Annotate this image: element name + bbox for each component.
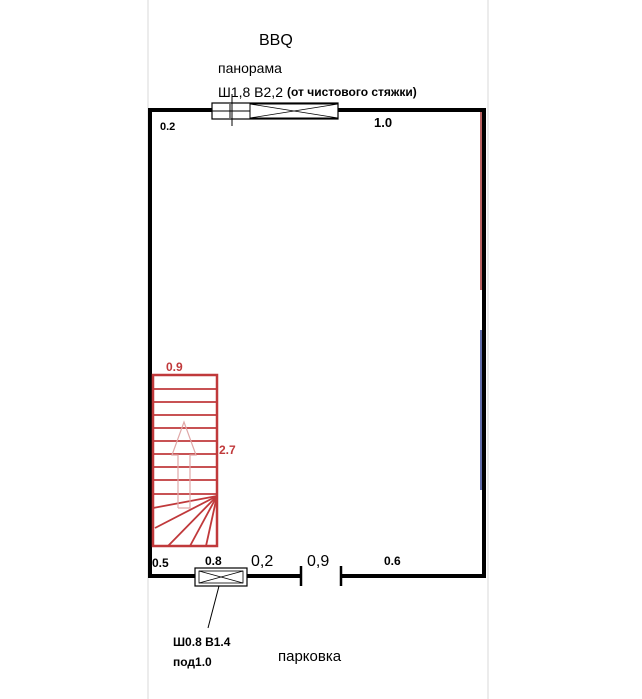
door-width-label: 0,9 (307, 553, 330, 570)
bottom-window-width: 0.8 (205, 554, 222, 568)
panorama-offset-right: 1.0 (374, 115, 393, 130)
panorama-note-label: (от чистового стяжки) (287, 85, 417, 99)
bottom-right-offset: 0.6 (384, 554, 401, 568)
stairs-length-label: 2.7 (219, 443, 236, 457)
panorama-name-label: панорама (218, 60, 282, 76)
bottom-window-symbol (195, 568, 247, 586)
bottom-left-offset: 0.5 (152, 556, 169, 570)
panorama-size-label: Ш1,8 В2,2 (218, 84, 283, 100)
staircase (153, 375, 217, 546)
panorama-offset-left: 0.2 (160, 121, 176, 133)
exterior-walls (150, 108, 484, 578)
bottom-window-sill-label: под1.0 (173, 655, 212, 669)
bottom-window-size-label: Ш0.8 В1.4 (173, 635, 231, 649)
bottom-gap-label: 0,2 (251, 553, 274, 570)
window-leader-line (208, 586, 219, 628)
bbq-label: BBQ (259, 32, 293, 49)
parking-label: парковка (278, 648, 342, 665)
stairs-width-label: 0.9 (166, 360, 183, 374)
